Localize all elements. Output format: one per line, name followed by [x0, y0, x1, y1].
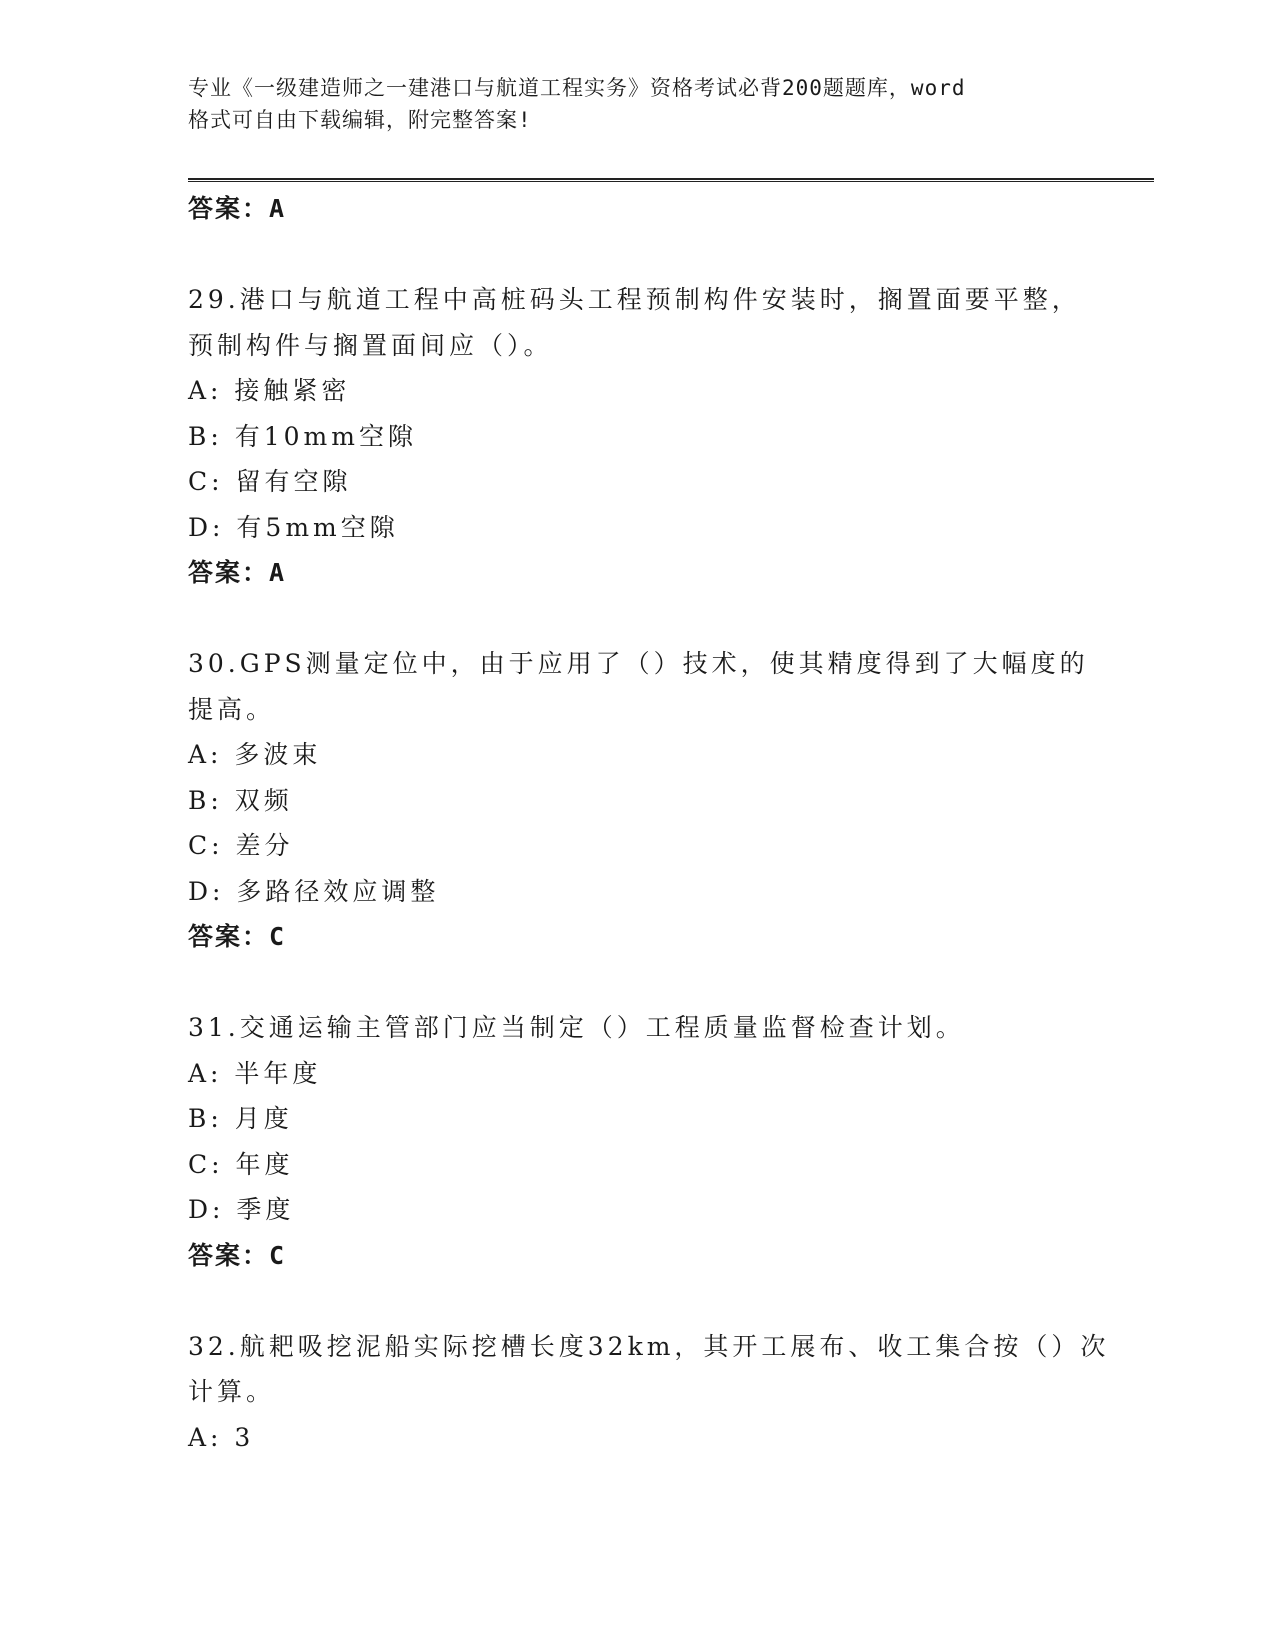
spacer: [188, 1278, 1088, 1324]
option-a: A: 多波束: [188, 740, 322, 769]
question-stem-line: 预制构件与搁置面间应（）。: [188, 330, 553, 360]
question-stem-line: 29.港口与航道工程中高桩码头工程预制构件安装时，搁置面要平整，: [188, 285, 1081, 314]
option-b: B: 双频: [188, 785, 293, 815]
question-stem-line: 提高。: [188, 694, 276, 724]
header-divider: [188, 178, 1154, 182]
question-stem-line: 31.交通运输主管部门应当制定（）工程质量监督检查计划。: [188, 1013, 965, 1042]
option-d: D: 多路径效应调整: [188, 876, 440, 906]
option-d: D: 有5mm空隙: [188, 512, 399, 542]
header-line-1: 专业《一级建造师之一建港口与航道工程实务》资格考试必背200题题库，word: [188, 76, 966, 100]
spacer: [188, 596, 1088, 642]
option-a: A: 3: [188, 1422, 255, 1452]
spacer: [188, 960, 1088, 1006]
option-b: B: 月度: [188, 1104, 293, 1133]
answer-line: 答案：C: [188, 1240, 287, 1270]
option-a: A: 接触紧密: [188, 376, 351, 405]
question-stem-line: 32.航耙吸挖泥船实际挖槽长度32km，其开工展布、收工集合按（）次: [188, 1331, 1110, 1361]
answer-line: 答案：A: [188, 194, 287, 223]
option-a: A: 半年度: [188, 1058, 322, 1088]
spacer: [188, 232, 1088, 278]
answer-line: 答案：A: [188, 558, 287, 587]
question-list: [188, 186, 1110, 1460]
option-c: C: 留有空隙: [188, 467, 352, 496]
question-29: [188, 277, 1088, 596]
question-31: [188, 1005, 1088, 1278]
option-d: D: 季度: [188, 1195, 295, 1224]
answer-line: 答案：C: [188, 922, 287, 951]
question-stem-line: 计算。: [188, 1377, 276, 1406]
option-c: C: 年度: [188, 1149, 294, 1179]
document-header: [188, 72, 1068, 136]
option-c: C: 差分: [188, 831, 294, 860]
option-b: B: 有10mm空隙: [188, 421, 417, 451]
question-stem-line: 30.GPS测量定位中，由于应用了（）技术，使其精度得到了大幅度的: [188, 649, 1089, 678]
header-line-2: 格式可自由下载编辑，附完整答案!: [188, 108, 532, 132]
question-30: [188, 641, 1088, 960]
question-32: [188, 1324, 1110, 1461]
